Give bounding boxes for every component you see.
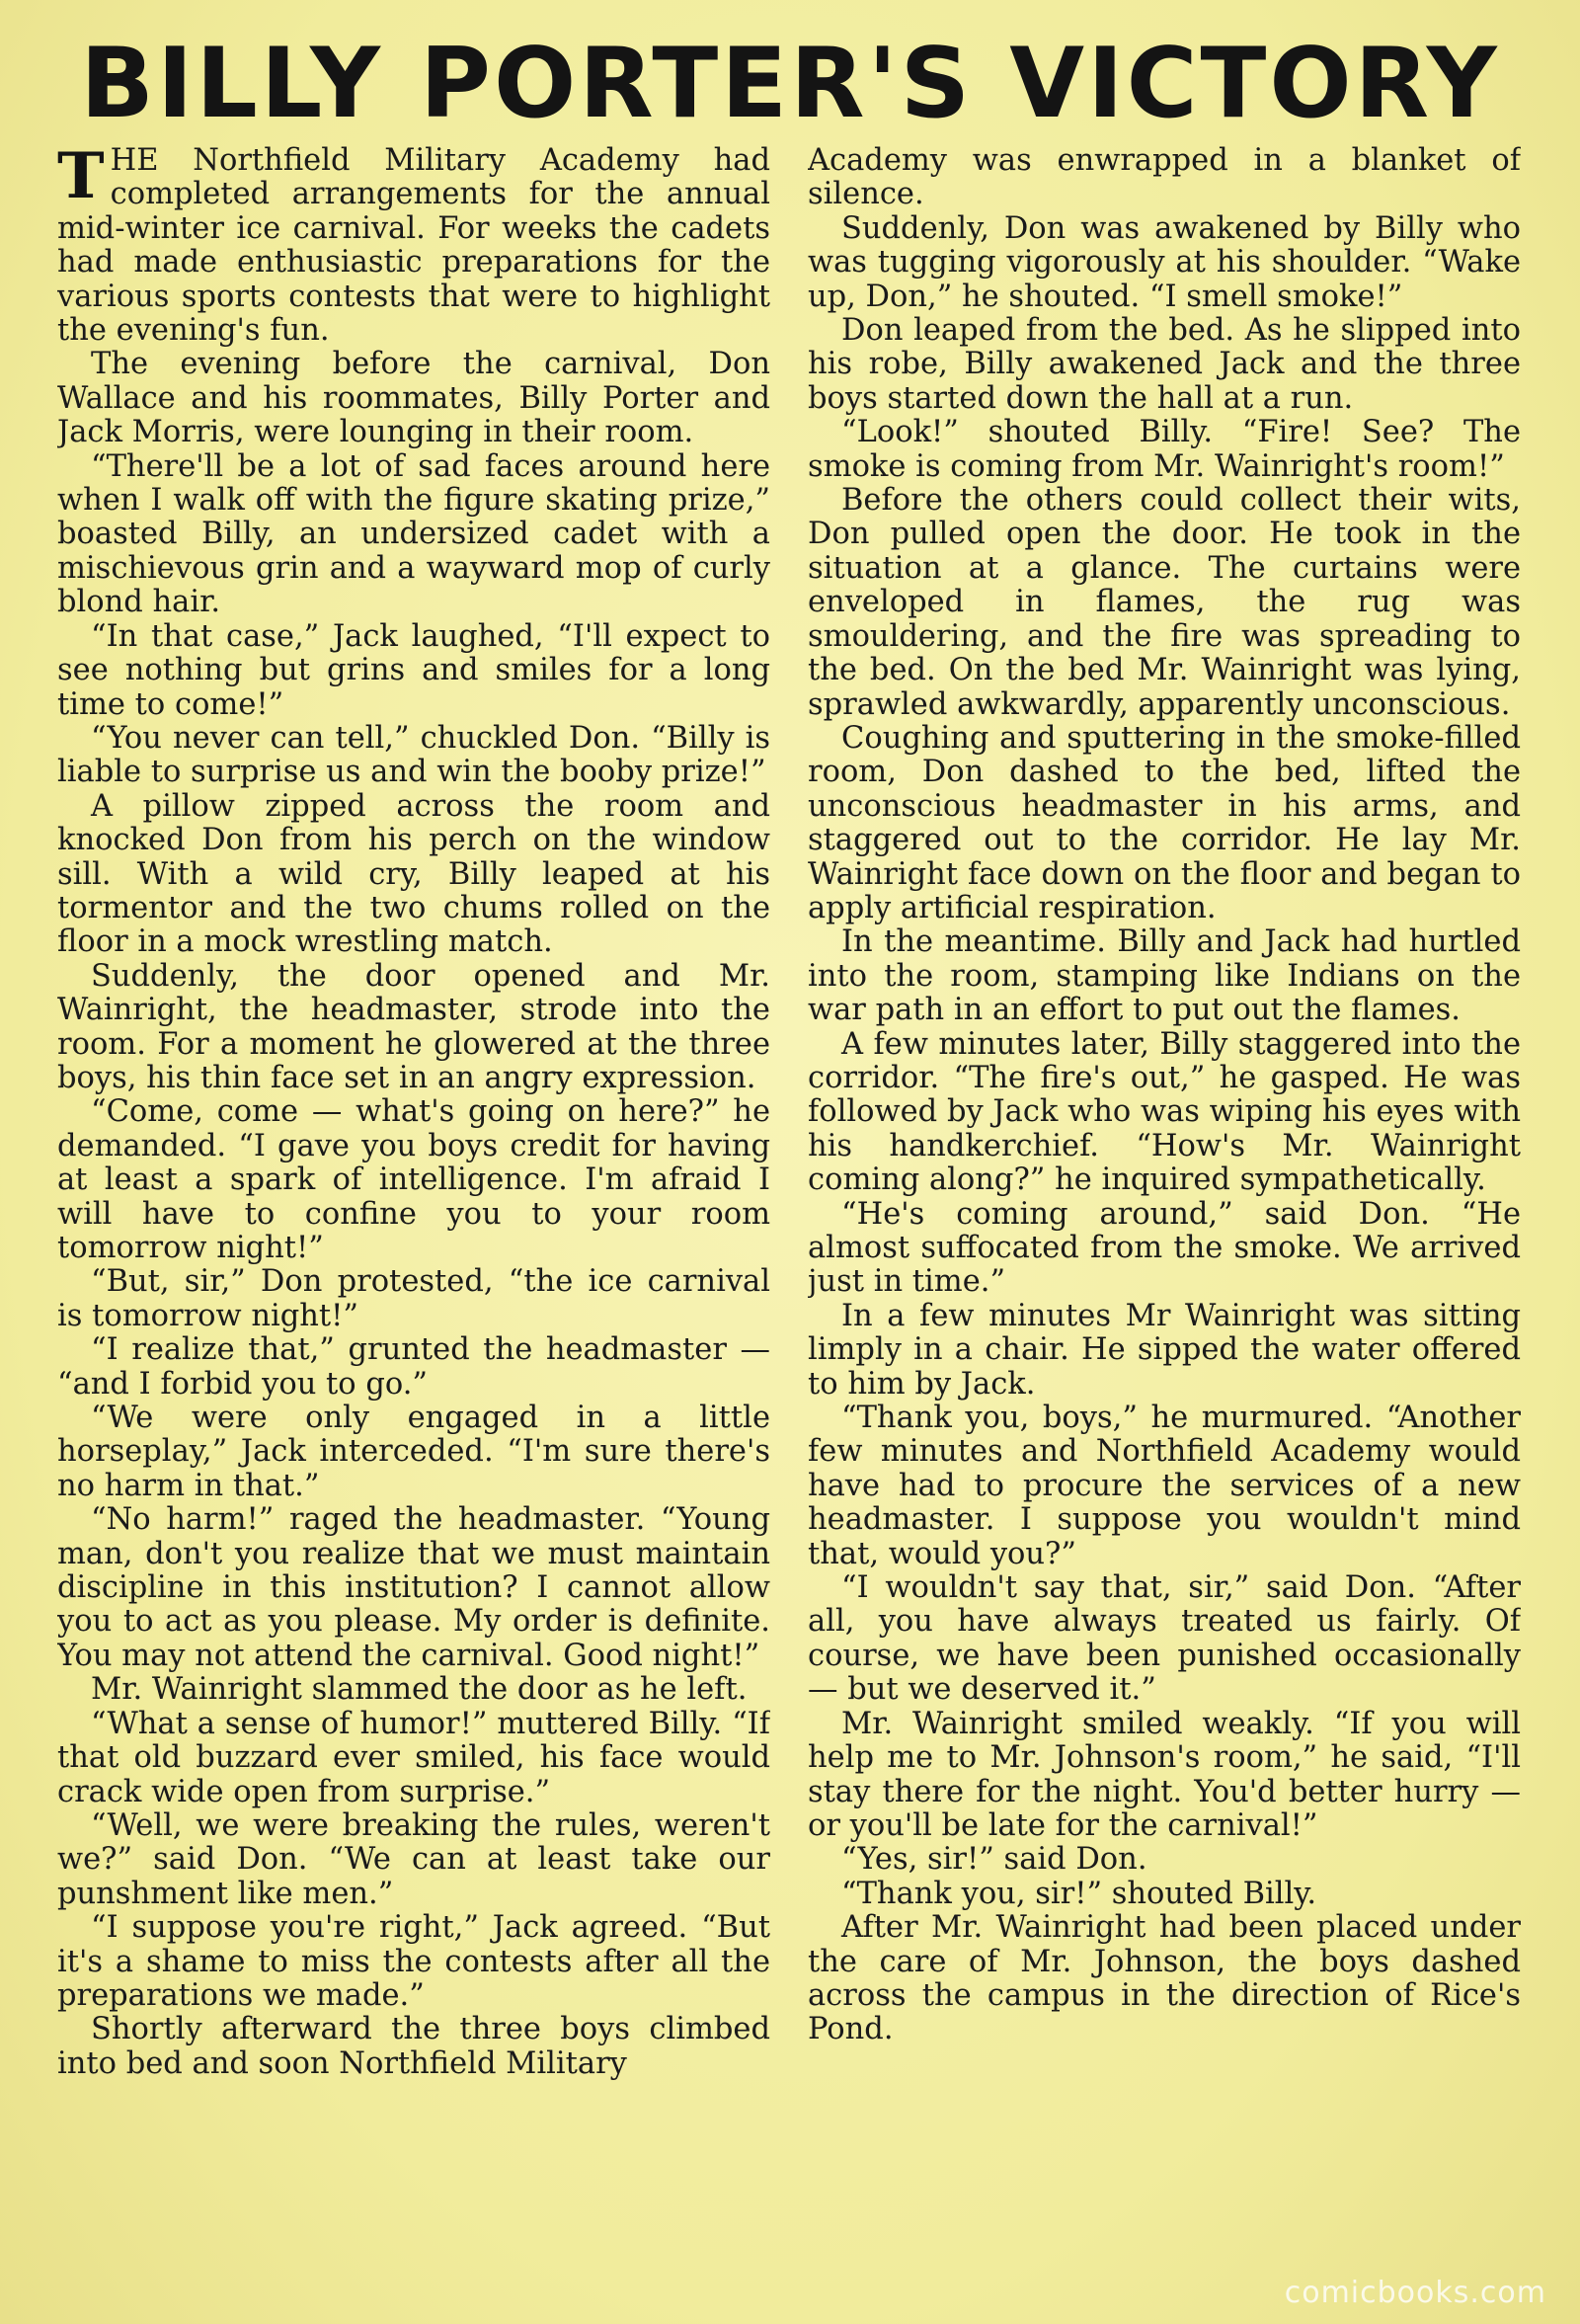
paragraph: A pillow zipped across the room and knocked Don from his perch on the window sill. With a wild cry, Billy leaped at his tormentor and the two chums rolled on the floor in a mock wrestling match. [57, 788, 770, 960]
paragraph: “What a sense of humor!” muttered Billy. “If that old buzzard ever smiled, his face would crack wide open from surprise.” [57, 1706, 770, 1809]
paragraph: After Mr. Wainright had been placed under the care of Mr. Johnson, the boys dashed across the campus in the direction of Rice's Pond. [808, 1910, 1521, 2047]
paragraph: Before the others could collect their wits, Don pulled open the door. He took in the situation at a glance. The curtains were enveloped in flames, the rug was smouldering, and the fire was spreading to the bed. On the bed Mr. Wainright was lying, sprawled awkwardly, apparently unconscious. [808, 483, 1521, 722]
paragraph: “But, sir,” Don protested, “the ice carnival is tomorrow night!” [57, 1264, 770, 1333]
paragraph: In the meantime. Billy and Jack had hurtled into the room, stamping like Indians on the war path in an effort to put out the flames. [808, 924, 1521, 1028]
paragraph: “Come, come — what's going on here?” he demanded. “I gave you boys credit for having at least a spark of intelligence. I'm afraid I will have to confine you to your room tomorrow night!” [57, 1094, 770, 1265]
paragraph: In a few minutes Mr Wainright was sitting limply in a chair. He sipped the water offered to him by Jack. [808, 1298, 1521, 1402]
paragraph: Coughing and sputtering in the smoke-filled room, Don dashed to the bed, lifted the unconscious headmaster in his arms, and staggered out to the corridor. He lay Mr. Wainright face down on the floor and began to apply artificial respiration. [808, 720, 1521, 925]
paragraph: Suddenly, the door opened and Mr. Wainright, the headmaster, strode into the room. For a moment he glowered at the three boys, his thin face set in an angry expression. [57, 958, 770, 1095]
paragraph: “I suppose you're right,” Jack agreed. “But it's a shame to miss the contests after all the preparations we made.” [57, 1910, 770, 2013]
paragraph: “There'll be a lot of sad faces around here when I walk off with the figure skating prize,” boasted Billy, an undersized cadet with a mischievous grin and a wayward mop of curly blond hair. [57, 448, 770, 620]
paragraph: Suddenly, Don was awakened by Billy who was tugging vigorously at his shoulder. “Wake up, Don,” he shouted. “I smell smoke!” [808, 210, 1521, 314]
paragraph: Mr. Wainright smiled weakly. “If you will help me to Mr. Johnson's room,” he said, “I'll stay there for the night. You'd better hurry — or you'll be late for the carnival!” [808, 1706, 1521, 1843]
paragraph: “Thank you, boys,” he murmured. “Another few minutes and Northfield Academy would have had to procure the services of a new headmaster. I suppose you wouldn't mind that, would you?” [808, 1401, 1521, 1571]
paragraph: “In that case,” Jack laughed, “I'll expect to see nothing but grins and smiles for a long time to come!” [57, 618, 770, 722]
paragraph: “I realize that,” grunted the headmaster — “and I forbid you to go.” [57, 1332, 770, 1402]
paragraph [57, 144, 770, 348]
paragraph: “No harm!” raged the headmaster. “Young man, don't you realize that we must maintain discipline in this institution? I cannot allow you to act as you please. My order is definite. You may not attend the carnival. Good night!” [57, 1502, 770, 1673]
paragraph: The evening before the carnival, Don Wallace and his roommates, Billy Porter and Jack Morris, were lounging in their room. [57, 347, 770, 450]
left-column [57, 144, 770, 2268]
paragraph: “Well, we were breaking the rules, weren't we?” said Don. “We can at least take our punshment like men.” [57, 1807, 770, 1911]
paragraph-text: HE Northfield Military Academy had completed arrangements for the annual mid-winter ice carnival. For weeks the cadets had made enthusiastic preparations for the various sports contests that were to highlight the evening's fun. [57, 144, 770, 349]
paragraph: Shortly afterward the three boys climbed into bed and soon Northfield Military [57, 2012, 770, 2081]
right-column [808, 144, 1521, 2268]
paragraph: Don leaped from the bed. As he slipped into his robe, Billy awakened Jack and the three boys started down the hall at a run. [808, 313, 1521, 416]
story-title: BILLY PORTER'S VICTORY [80, 28, 1500, 140]
paragraph: “We were only engaged in a little horseplay,” Jack interceded. “I'm sure there's no harm in that.” [57, 1401, 770, 1503]
paragraph: Mr. Wainright slammed the door as he left. [91, 1672, 748, 1708]
paragraph: “I wouldn't say that, sir,” said Don. “After all, you have always treated us fairly. Of course, we have been punished occasionally — but we deserved it.” [808, 1570, 1521, 1708]
drop-cap: T [57, 144, 105, 213]
watermark: comicbooks.com [1284, 2276, 1546, 2310]
paragraph: A few minutes later, Billy staggered into the corridor. “The fire's out,” he gasped. He was followed by Jack who was wiping his eyes with his handkerchief. “How's Mr. Wainright coming along?” he inquired sympathetically. [808, 1026, 1521, 1198]
paragraph: “He's coming around,” said Don. “He almost suffocated from the smoke. We arrived just in time.” [808, 1196, 1521, 1300]
paragraph: “Yes, sir!” said Don. [841, 1842, 1147, 1878]
paragraph: “Thank you, sir!” shouted Billy. [841, 1876, 1317, 1911]
paragraph: “You never can tell,” chuckled Don. “Billy is liable to surprise us and win the booby prize!” [57, 720, 770, 790]
paragraph: Academy was enwrapped in a blanket of silence. [808, 144, 1521, 212]
paragraph: “Look!” shouted Billy. “Fire! See? The smoke is coming from Mr. Wainright's room!” [808, 415, 1521, 484]
